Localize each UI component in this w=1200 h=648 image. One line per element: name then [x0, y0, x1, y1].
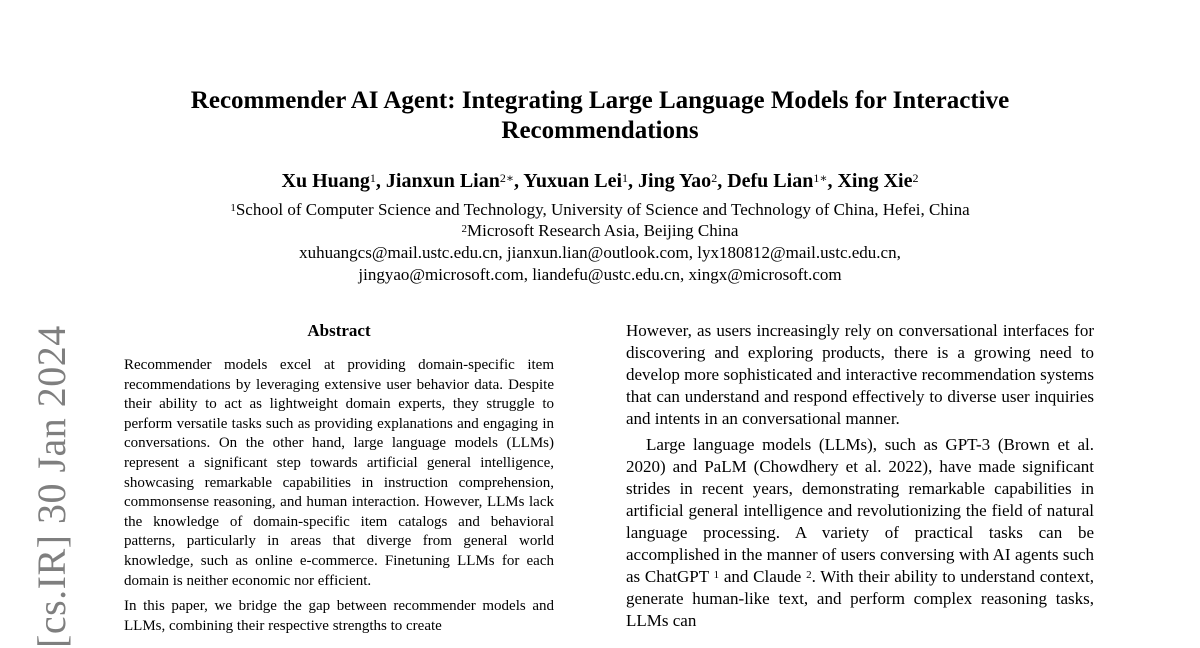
footnote-mark: 1: [713, 569, 720, 581]
author-list: Xu Huang$^1$, Jianxun Lian$^{2∗}$, Yuxuan Lei$^1$, Jing Yao$^2$, Defu Lian$^{1∗}$, Xing Xie$^2$: [281, 170, 919, 192]
affiliation-text: School of Computer Science and Technology, University of Science and Technology of China, Hefei, China: [235, 200, 970, 219]
email-line: jingyao@microsoft.com, liandefu@ustc.edu.cn, xingx@microsoft.com: [358, 265, 842, 284]
affiliation-line: [100, 220, 1100, 242]
author-name: Yuxuan Lei: [523, 170, 623, 192]
author-affiliation-mark: 2: [912, 171, 919, 185]
intro-text: Large language models (LLMs), such as GPT-3 (Brown et al. 2020) and PaLM (Chowdhery et al. 2022), have made significant strides in recent years, demonstrating remarkable capabilities in artificial general intelligence and revolutionizing the field of natural language processing. A variety of practical tasks can be accomplished in the manner of users conversing with AI agents such as ChatGPT: [626, 435, 1094, 586]
affiliation-mark: 1: [230, 202, 236, 214]
author-affiliation-mark: 2∗: [499, 171, 514, 185]
author-name: Jianxun Lian: [385, 170, 500, 192]
paper-title: Recommender AI Agent: Integrating Large Language Models for Interactive Recommendations: [190, 87, 1010, 144]
footnote-mark: 2: [806, 569, 812, 581]
affiliation-line: [100, 199, 1100, 221]
author-affiliation-mark: 1: [369, 171, 376, 185]
author-affiliation-mark: 1∗: [813, 171, 828, 185]
right-column: [626, 320, 1094, 636]
author-name: Jing Yao: [638, 170, 712, 192]
author-name: Xu Huang: [281, 170, 370, 192]
author-affiliation-mark: 1: [622, 171, 629, 185]
intro-text: and Claude: [719, 567, 802, 586]
intro-paragraph: However, as users increasingly rely on conversational interfaces for discovering and exploring products, there is a growing need to develop more sophisticated and interactive recommendation systems that can understand and respond effectively to diverse user inquiries and intents in an conversational manner.: [626, 321, 1094, 428]
arxiv-identifier-stamp: [28, 326, 72, 648]
abstract-paragraph: In this paper, we bridge the gap between recommender models and LLMs, combining their respective strengths to create: [124, 598, 554, 634]
affiliation-mark: 2: [461, 223, 467, 235]
intro-paragraph: [626, 434, 1094, 632]
author-affiliation-mark: 2: [711, 171, 718, 185]
email-line: xuhuangcs@mail.ustc.edu.cn, jianxun.lian@outlook.com, lyx180812@mail.ustc.edu.cn,: [299, 243, 901, 262]
author-name: Defu Lian: [727, 170, 814, 192]
abstract-paragraph: Recommender models excel at providing domain-specific item recommendations by leveraging extensive user behavior data. Despite their ability to act as lightweight domain experts, they struggle to perform versatile tasks such as providing explanations and engaging in conversations. On the other hand, large language models (LLMs) represent a significant step towards artificial general intelligence, showcasing remarkable capabilities in instruction comprehension, commonsense reasoning, and human interaction. However, LLMs lack the knowledge of domain-specific item catalogs and behavioral patterns, particularly in areas that diverge from general world knowledge, such as online e-commerce. Finetuning LLMs for each domain is neither economic nor efficient.: [124, 357, 554, 589]
abstract-heading: Abstract: [307, 321, 371, 340]
arxiv-stamp-text: [cs.IR] 30 Jan 2024: [29, 325, 74, 648]
intro-text: . With their ability to understand context, generate human-like text, and perform complex reasoning tasks, LLMs can: [626, 567, 1095, 630]
author-name: Xing Xie: [837, 170, 913, 192]
affiliation-text: Microsoft Research Asia, Beijing China: [467, 221, 739, 240]
left-column: [124, 320, 554, 642]
